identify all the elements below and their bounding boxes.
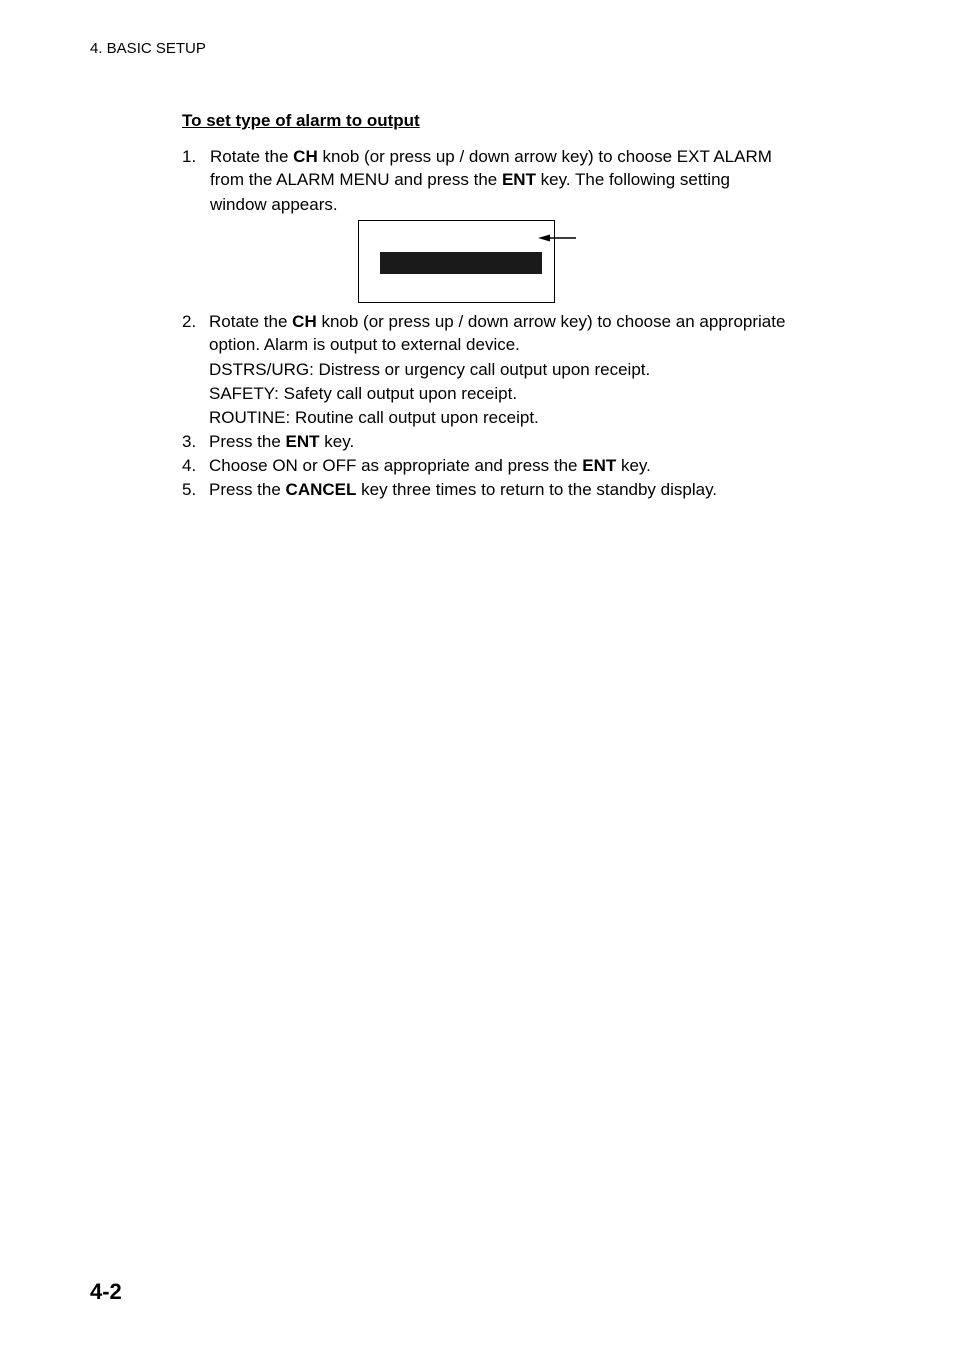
- step-1-line-1: Rotate the CH knob (or press up / down arrow key) to choose EXT ALARM: [210, 147, 772, 166]
- step-2-line-2: option. Alarm is output to external device.: [209, 335, 520, 354]
- step-5-text: Press the CANCEL key three times to return to the standby display.: [209, 480, 718, 499]
- callout-arrow-icon: [536, 230, 578, 246]
- step-5-number: 5.: [182, 480, 197, 499]
- page-number: 4-2: [90, 1279, 122, 1304]
- step-2-line-1: Rotate the CH knob (or press up / down arrow key) to choose an appropriate: [209, 312, 786, 331]
- step-2-option-routine: ROUTINE: Routine call output upon receipt.: [209, 408, 539, 427]
- step-1-line-2: from the ALARM MENU and press the ENT key. The following setting: [210, 170, 730, 189]
- step-3-number: 3.: [182, 432, 197, 451]
- step-4-number: 4.: [182, 456, 197, 475]
- step-4-text: Choose ON or OFF as appropriate and press the ENT key.: [209, 456, 651, 475]
- step-2-option-dstrs-urg: DSTRS/URG: Distress or urgency call output upon receipt.: [209, 360, 651, 379]
- section-title: To set type of alarm to output: [182, 111, 420, 130]
- step-3-text: Press the ENT key.: [209, 432, 355, 451]
- step-2-option-safety: SAFETY: Safety call output upon receipt.: [209, 384, 518, 403]
- step-1-number: 1.: [182, 147, 197, 166]
- step-1-line-3: window appears.: [210, 195, 338, 214]
- running-header: 4. BASIC SETUP: [90, 40, 206, 57]
- step-2-number: 2.: [182, 312, 197, 331]
- setting-window-highlight-bar: [380, 252, 542, 274]
